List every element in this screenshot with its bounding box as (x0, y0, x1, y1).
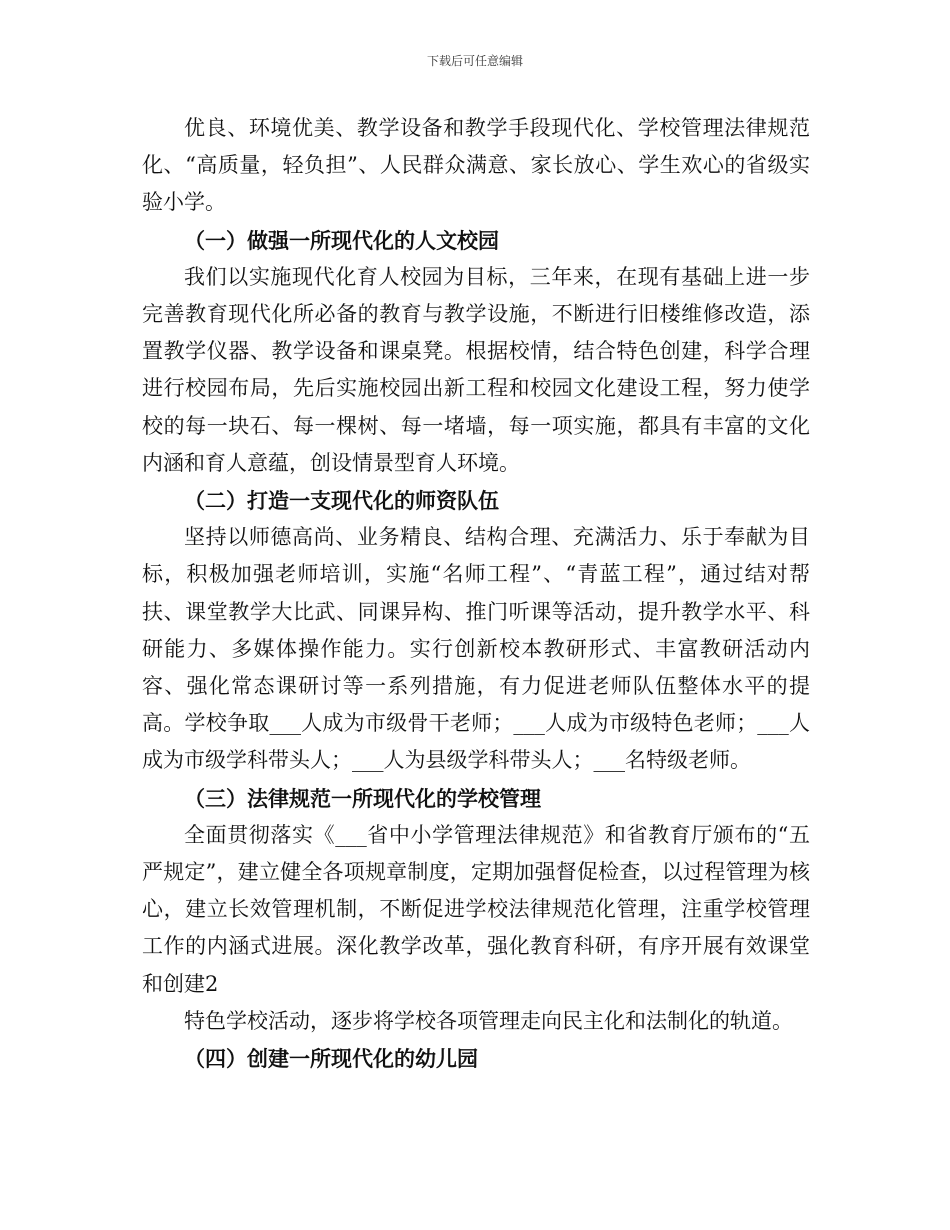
section-paragraph-3: 全面贯彻落实《___省中小学管理法律规范》和省教育厅颁布的“五严规定”，建立健全各项规章制度，定期加强督促检查，以过程管理为核心，建立长效管理机制，不断促进学校法律规范化管理，注重学校管理工作的内涵式进展。深化教学改革，强化教育科研，有序开展有效课堂和创建2 (142, 822, 810, 996)
section-paragraph-3-continuation: 特色学校活动，逐步将学校各项管理走向民主化和法制化的轨道。 (184, 1008, 793, 1033)
page-header: 下载后可任意编辑 (426, 54, 523, 68)
section-heading-1: （一）做强一所现代化的人文校园 (184, 227, 499, 253)
document-body (142, 110, 810, 1077)
section-heading-2: （二）打造一支现代化的师资队伍 (184, 488, 499, 514)
section-heading-3: （三）法律规范一所现代化的学校管理 (184, 785, 541, 811)
intro-paragraph: 优良、环境优美、教学设备和教学手段现代化、学校管理法律规范化、“高质量，轻负担”、人民群众满意、家长放心、学生欢心的省级实验小学。 (142, 116, 810, 215)
section-paragraph-1: 我们以实施现代化育人校园为目标，三年来，在现有基础上进一步完善教育现代化所必备的教育与教学设施，不断进行旧楼维修改造，添置教学仪器、教学设备和课桌凳。根据校情，结合特色创建，科学合理进行校园布局，先后实施校园出新工程和校园文化建设工程，努力使学校的每一块石、每一棵树、每一堵墙，每一项实施，都具有丰富的文化内涵和育人意蕴，创设情景型育人环境。 (142, 264, 810, 475)
section-heading-4: （四）创建一所现代化的幼儿园 (184, 1046, 478, 1072)
section-paragraph-2: 坚持以师德高尚、业务精良、结构合理、充满活力、乐于奉献为目标，积极加强老师培训，实施“名师工程”、“青蓝工程”，通过结对帮扶、课堂教学大比武、同课异构、推门听课等活动，提升教学水平、科研能力、多媒体操作能力。实行创新校本教研形式、丰富教研活动内容、强化常态课研讨等一系列措施，有力促进老师队伍整体水平的提高。学校争取___人成为市级骨干老师；___人成为市级特色老师；___人成为市级学科带头人；___人为县级学科带头人；___名特级老师。 (142, 525, 810, 773)
